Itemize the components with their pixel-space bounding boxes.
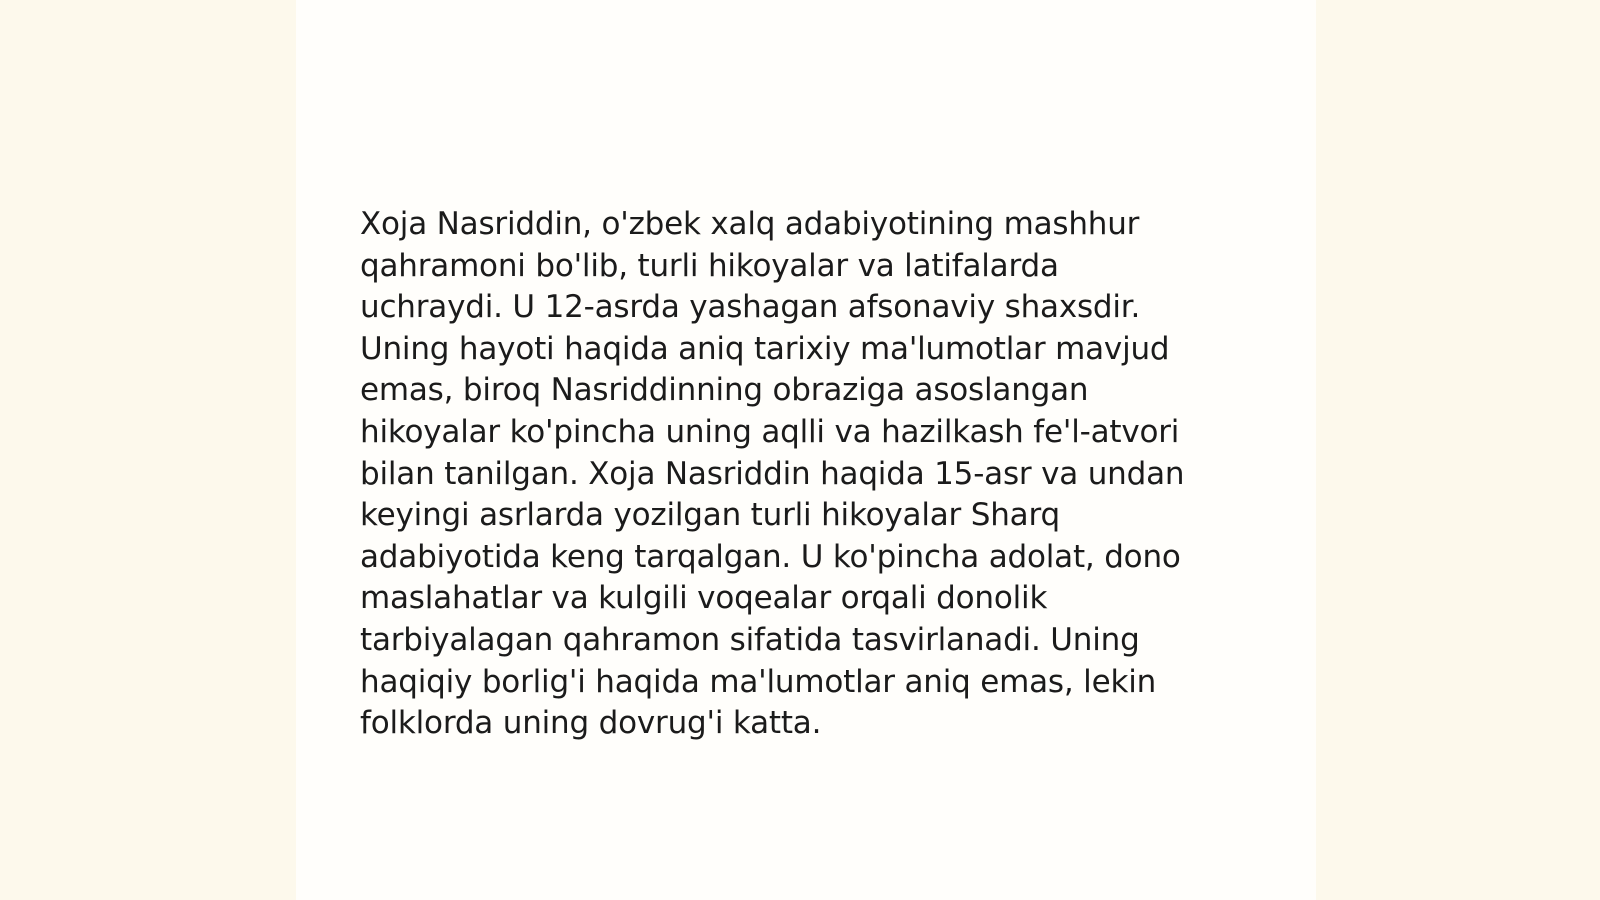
- paragraph-line: emas, biroq Nasriddinning obraziga asoslangan: [360, 372, 1089, 409]
- paragraph-line: folklorda uning dovrug'i katta.: [360, 705, 822, 742]
- paragraph-line: maslahatlar va kulgili voqealar orqali donolik: [360, 580, 1048, 617]
- paragraph-line: adabiyotida keng tarqalgan. U ko'pincha adolat, dono: [360, 538, 1181, 575]
- paragraph-line: uchraydi. U 12-asrda yashagan afsonaviy shaxsdir.: [360, 289, 1141, 326]
- paragraph-line: qahramoni bo'lib, turli hikoyalar va latifalarda: [360, 247, 1059, 284]
- paragraph-line: bilan tanilgan. Xoja Nasriddin haqida 15-asr va undan: [360, 455, 1185, 492]
- paragraph-line: hikoyalar ko'pincha uning aqlli va hazilkash fe'l-atvori: [360, 413, 1180, 450]
- body-paragraph: [360, 204, 1240, 745]
- paragraph-line: tarbiyalagan qahramon sifatida tasvirlanadi. Uning: [360, 621, 1140, 658]
- paragraph-line: Xoja Nasriddin, o'zbek xalq adabiyotining mashhur: [360, 206, 1140, 242]
- paragraph-line: haqiqiy borlig'i haqida ma'lumotlar aniq emas, lekin: [360, 663, 1157, 700]
- paragraph-line: keyingi asrlarda yozilgan turli hikoyalar Sharq: [360, 497, 1060, 534]
- paragraph-line: Uning hayoti haqida aniq tarixiy ma'lumotlar mavjud: [360, 330, 1170, 367]
